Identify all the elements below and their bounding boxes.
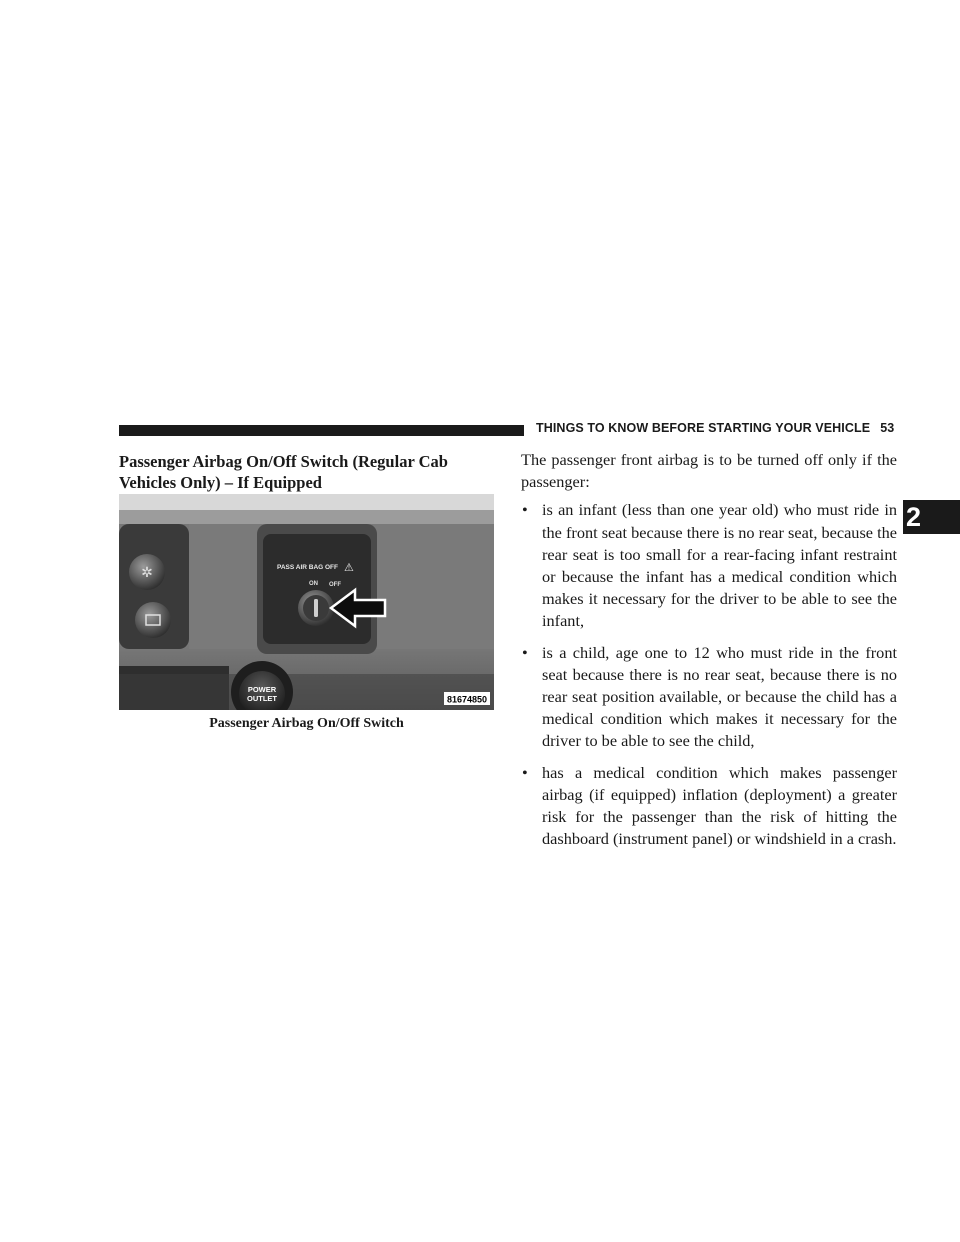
outlet-label-2: OUTLET [247, 694, 277, 703]
page-number: 53 [880, 421, 895, 435]
section-heading: Passenger Airbag On/Off Switch (Regular Cab Vehicles Only) – If Equipped [119, 452, 448, 492]
airbag-switch-photo [119, 494, 494, 710]
key-slot [314, 599, 318, 617]
header-rule [119, 425, 524, 436]
key-on-label: ON [309, 581, 318, 587]
list-item: • is a child, age one to 12 who must ride in the front seat because there is no rear seat, because there is no rear seat position available, or because the child has a medical condition which makes it necessary for the driver to be able to see the child, [521, 642, 897, 753]
figure-caption: Passenger Airbag On/Off Switch [209, 716, 404, 731]
switch-label: PASS AIR BAG [277, 564, 324, 571]
figure-id: 81674850 [446, 694, 488, 705]
running-header [536, 421, 896, 435]
body-column [521, 449, 897, 859]
defrost-control-knob [135, 602, 171, 638]
running-header-title: THINGS TO KNOW BEFORE STARTING YOUR VEHICLE [536, 421, 871, 435]
list-item: • has a medical condition which makes passenger airbag (if equipped) inflation (deployment) a greater risk for the passenger than the risk of hitting the dashboard (instrument panel) or windshield in a crash. [521, 762, 897, 851]
chapter-tab: 2 [903, 500, 960, 534]
intro-paragraph: The passenger front airbag is to be turned off only if the passenger: [521, 450, 897, 492]
key-off-label: OFF [329, 582, 341, 588]
outlet-label-1: POWER [247, 685, 277, 694]
list-item: • is an infant (less than one year old) who must ride in the front seat because there is no rear seat, because the rear seat is too small for a rear-facing infant restraint or because the infant has a medical condition which makes it necessary for the driver to be able to see the infant, [521, 499, 897, 632]
dash-top-edge [119, 494, 494, 510]
airbag-warning-icon: ⚠ [344, 561, 354, 574]
condition-list [521, 499, 897, 850]
switch-off-label: OFF [325, 564, 338, 571]
fan-icon: ✲ [141, 565, 153, 581]
